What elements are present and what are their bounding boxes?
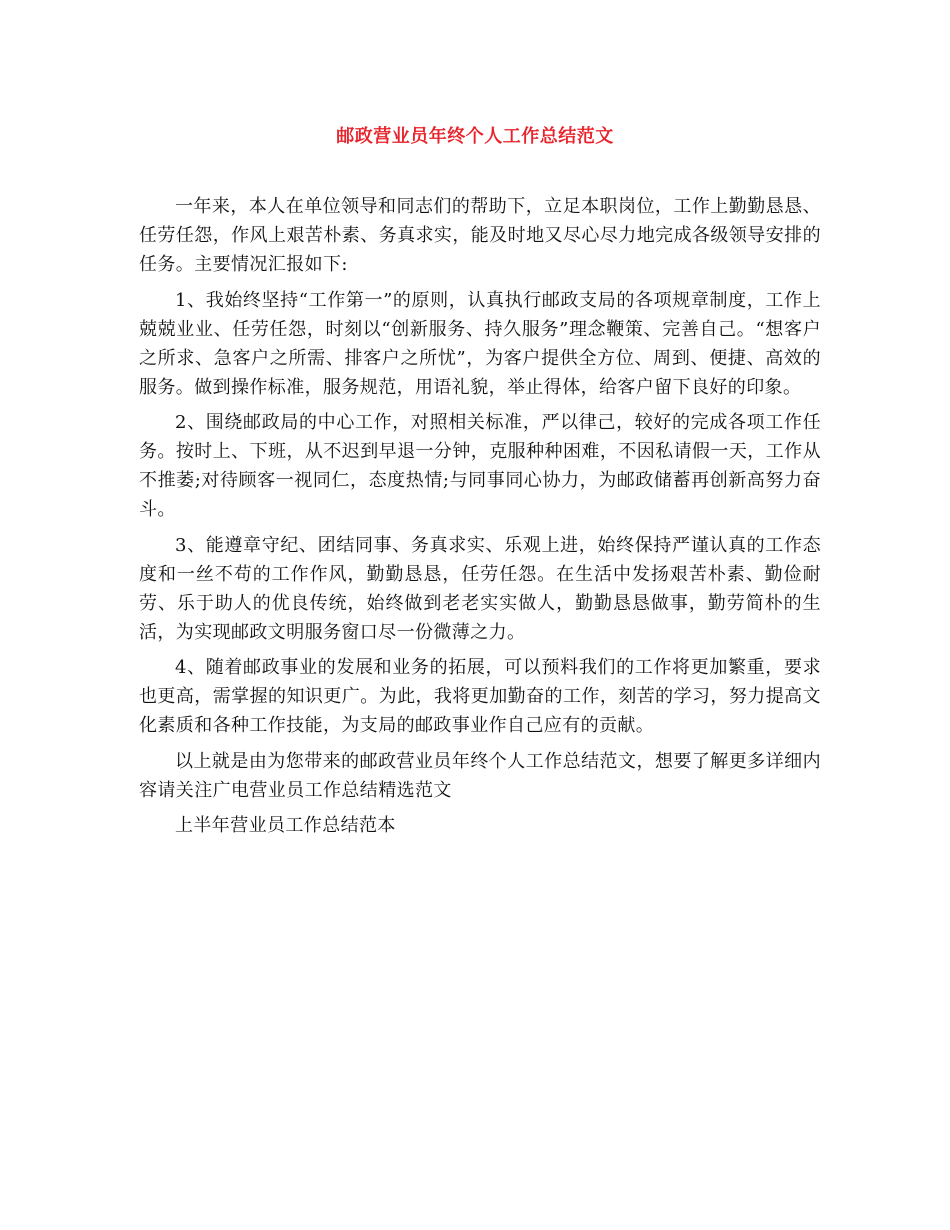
document-body xyxy=(139,192,821,847)
paragraph-closing: 以上就是由为您带来的邮政营业员年终个人工作总结范文，想要了解更多详细内容请关注广电营业员工作总结精选范文 xyxy=(139,750,821,801)
document-title: 邮政营业员年终个人工作总结范文 xyxy=(336,126,614,147)
paragraph-item-1: 1、我始终坚持“工作第一”的原则，认真执行邮政支局的各项规章制度，工作上兢兢业业、任劳任怨，时刻以“创新服务、持久服务”理念鞭策、完善自己。“想客户之所求、急客户之所需、排客户之所忧”，为客户提供全方位、周到、便捷、高效的服务。做到操作标准，服务规范，用语礼貌，举止得体，给客户留下良好的印象。 xyxy=(139,289,821,398)
paragraph-intro: 一年来，本人在单位领导和同志们的帮助下，立足本职岗位，工作上勤勤恳恳、任劳任怨，作风上艰苦朴素、务真求实，能及时地又尽心尽力地完成各级领导安排的任务。主要情况汇报如下: xyxy=(139,196,821,275)
paragraph-item-3: 3、能遵章守纪、团结同事、务真求实、乐观上进，始终保持严谨认真的工作态度和一丝不苟的工作作风，勤勤恳恳，任劳任怨。在生活中发扬艰苦朴素、勤俭耐劳、乐于助人的优良传统，始终做到老老实实做人，勤勤恳恳做事，勤劳简朴的生活，为实现邮政文明服务窗口尽一份微薄之力。 xyxy=(139,534,821,643)
paragraph-item-2: 2、围绕邮政局的中心工作，对照相关标准，严以律己，较好的完成各项工作任务。按时上、下班，从不迟到早退一分钟，克服种种困难，不因私请假一天，工作从不推萎;对待顾客一视同仁，态度热情;与同事同心协力，为邮政储蓄再创新高努力奋斗。 xyxy=(139,412,821,520)
related-article-link[interactable]: 上半年营业员工作总结范本 xyxy=(175,815,396,836)
paragraph-item-4: 4、随着邮政事业的发展和业务的拓展，可以预料我们的工作将更加繁重，要求也更高，需掌握的知识更广。为此，我将更加勤奋的工作，刻苦的学习，努力提高文化素质和各种工作技能，为支局的邮政事业作自己应有的贡献。 xyxy=(139,657,821,736)
